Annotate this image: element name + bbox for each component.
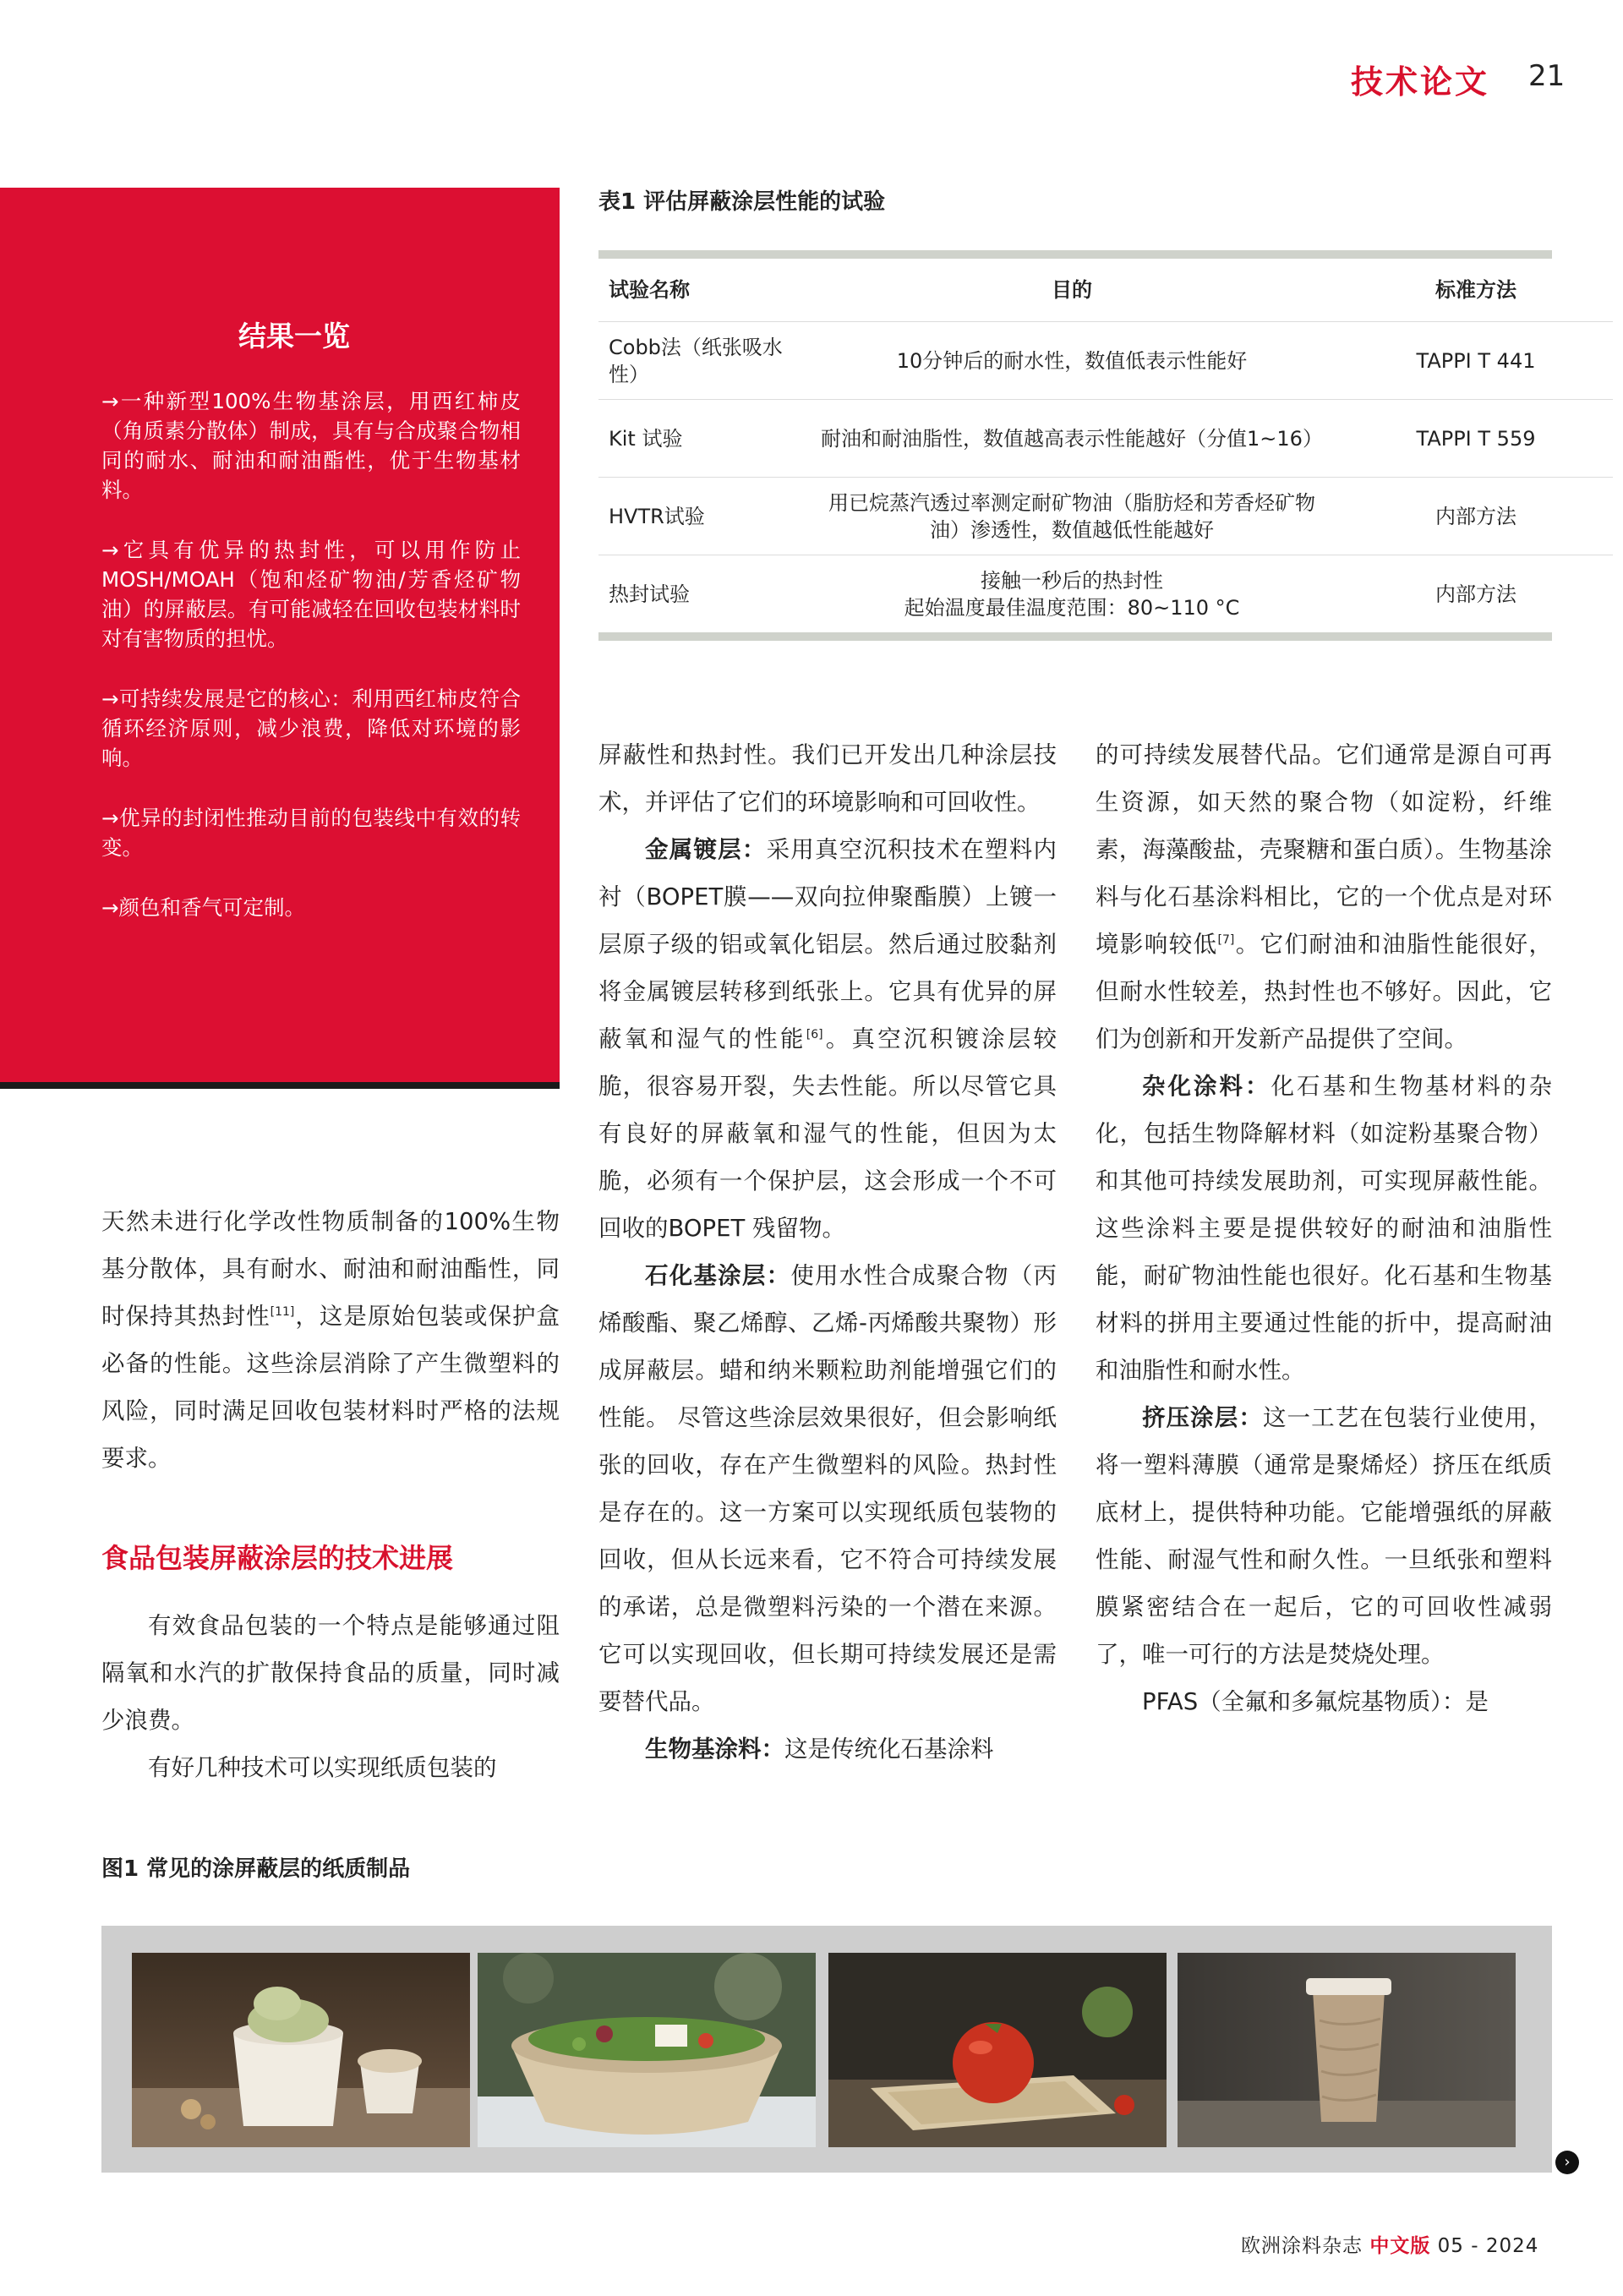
summary-box-rule [0, 1082, 560, 1089]
summary-item: →颜色和香气可定制。 [101, 895, 306, 920]
table-cell: 内部方法 [1339, 478, 1613, 555]
table-bottom-rule [598, 632, 1552, 641]
table-cell: 用已烷蒸汽透过率测定耐矿物油（脂肪烃和芳香烃矿物油）渗透性，数值越低性能越好 [805, 478, 1339, 555]
column-header: 试验名称 [598, 259, 805, 322]
footer-issue: 05 - 2024 [1437, 2235, 1539, 2257]
table-cell: Cobb法（纸张吸水性） [598, 322, 805, 400]
table-cell: 10分钟后的耐水性，数值低表示性能好 [805, 322, 1339, 400]
photo-tomato-tray [828, 1953, 1167, 2147]
body-column-left [101, 1198, 560, 1791]
table-cell: 热封试验 [609, 582, 690, 606]
paragraph: 金属镀层：采用真空沉积技术在塑料内衬（BOPET膜——双向拉伸聚酯膜）上镀一层原子级的铝或氧化铝层。然后通过胶黏剂将金属镀层转移到纸张上。它具有优异的屏蔽氧和湿气的性能[6]。真空沉积镀涂层较脆，很容易开裂，失去性能。所以尽管它具有良好的屏蔽氧和湿气的性能，但因为太脆，必须有一个保护层，这会形成一个不可回收的BOPET 残留物。 [598, 836, 1057, 1242]
photo-coffee-cup [1178, 1953, 1516, 2147]
table-cell: Kit 试验 [598, 400, 805, 478]
column-header: 标准方法 [1339, 259, 1613, 322]
paragraph: 的可持续发展替代品。它们通常是源自可再生资源，如天然的聚合物（如淀粉，纤维素，海藻酸盐，壳聚糖和蛋白质）。生物基涂料与化石基涂料相比，它的一个优点是对环境影响较低[7]。它们耐油和油脂性能很好，但耐水性较差，热封性也不够好。因此，它们为创新和开发新产品提供了空间。 [1096, 741, 1553, 1052]
paragraph: 石化基涂层：使用水性合成聚合物（丙烯酸酯、聚乙烯醇、乙烯-丙烯酸共聚物）形成屏蔽层。蜡和纳米颗粒助剂能增强它们的性能。 尽管这些涂层效果很好，但会影响纸张的回收，存在产生微塑料的风险。热封性是存在的。这一方案可以实现纸质包装物的回收，但从长远来看，它不符合可持续发展的承诺，总是微塑料污染的一个潜在来源。它可以实现回收，但长期可持续发展还是需要替代品。 [598, 1262, 1057, 1715]
table-cell: TAPPI T 441 [1339, 322, 1613, 400]
table-cell: 耐油和耐油脂性，数值越高表示性能越好（分值1~16） [805, 400, 1339, 478]
paragraph-lead: 挤压涂层： [1142, 1404, 1263, 1431]
table-cell: TAPPI T 559 [1339, 400, 1613, 478]
paragraph: 有好几种技术可以实现纸质包装的 [148, 1754, 497, 1781]
section-heading: 食品包装屏蔽涂层的技术进展 [101, 1542, 454, 1574]
summary-item: →优异的封闭性推动目前的包装线中有效的转变。 [101, 806, 521, 860]
column-header: 目的 [805, 259, 1339, 322]
paragraph-lead: 金属镀层： [645, 836, 767, 863]
table-row [598, 478, 1613, 555]
paragraph-lead: 生物基涂料： [645, 1736, 784, 1763]
summary-box [0, 188, 560, 1082]
table-cell: 接触一秒后的热封性 起始温度最佳温度范围：80~110 °C [904, 568, 1240, 620]
body-column-right [1096, 731, 1552, 1725]
section-title: 技术论文 [1351, 63, 1490, 101]
table-row [598, 555, 1613, 633]
paragraph: 有效食品包装的一个特点是能够通过阻隔氧和水汽的扩散保持食品的质量，同时减少浪费。 [101, 1612, 560, 1734]
photo-salad-bowl [478, 1953, 816, 2147]
summary-item: →一种新型100%生物基涂层，用西红柿皮（角质素分散体）制成，具有与合成聚合物相同的耐水、耐油和耐油酯性，优于生物基材料。 [101, 389, 521, 502]
table-cell: HVTR试验 [598, 478, 805, 555]
table-top-rule [598, 250, 1552, 259]
table-cell: 内部方法 [1435, 582, 1516, 606]
table-row [598, 400, 1613, 478]
paragraph-lead: 石化基涂层： [645, 1262, 791, 1289]
citation: [11] [270, 1304, 295, 1319]
chevron-right-circle-icon[interactable]: › [1555, 2151, 1579, 2174]
footer-magazine: 欧洲涂料杂志 [1241, 2235, 1363, 2257]
test-table [598, 250, 1552, 641]
citation: [7] [1217, 932, 1235, 947]
table-row [598, 322, 1613, 400]
table-caption: 表1 评估屏蔽涂层性能的试验 [598, 189, 886, 215]
figure-caption: 图1 常见的涂屏蔽层的纸质制品 [101, 1856, 411, 1882]
photo-ice-cream-cups [132, 1953, 470, 2147]
paragraph: 屏蔽性和热封性。我们已开发出几种涂层技术，并评估了它们的环境影响和可回收性。 [598, 741, 1057, 816]
citation: [6] [806, 1027, 823, 1041]
paragraph: 杂化涂料：化石基和生物基材料的杂化，包括生物降解材料（如淀粉基聚合物）和其他可持续发展助剂，可实现屏蔽性能。这些涂料主要是提供较好的耐油和油脂性能，耐矿物油性能也很好。化石基和生物基材料的拼用主要通过性能的折中，提高耐油和油脂性和耐水性。 [1096, 1073, 1552, 1384]
paragraph-lead: 杂化涂料： [1142, 1073, 1271, 1100]
paragraph: 生物基涂料：这是传统化石基涂料 [645, 1736, 994, 1763]
paragraph: 挤压涂层：这一工艺在包装行业使用，将一塑料薄膜（通常是聚烯烃）挤压在纸质底材上，提供特种功能。它能增强纸的屏蔽性能、耐湿气性和耐久性。一旦纸张和塑料膜紧密结合在一起后，它的可回收性减弱了，唯一可行的方法是焚烧处理。 [1096, 1404, 1552, 1668]
summary-title: 结果一览 [238, 320, 350, 353]
table-header-row [598, 259, 1613, 322]
summary-item: →它具有优异的热封性，可以用作防止MOSH/MOAH（饱和烃矿物油/芳香烃矿物油）的屏蔽层。有可能减轻在回收包装材料时对有害物质的担忧。 [101, 538, 521, 651]
page-number: 21 [1528, 59, 1566, 93]
footer [1241, 2230, 1538, 2258]
body-column-middle [598, 731, 1057, 1773]
summary-item: →可持续发展是它的核心：利用西红柿皮符合循环经济原则，减少浪费，降低对环境的影响。 [101, 686, 521, 770]
footer-edition: 中文版 [1369, 2235, 1431, 2257]
paragraph: 天然未进行化学改性物质制备的100%生物基分散体，具有耐水、耐油和耐油酯性，同时保持其热封性[11]，这是原始包装或保护盒必备的性能。这些涂层消除了产生微塑料的风险，同时满足回收包装材料时严格的法规要求。 [101, 1208, 560, 1472]
paragraph: PFAS（全氟和多氟烷基物质）：是 [1142, 1688, 1489, 1715]
